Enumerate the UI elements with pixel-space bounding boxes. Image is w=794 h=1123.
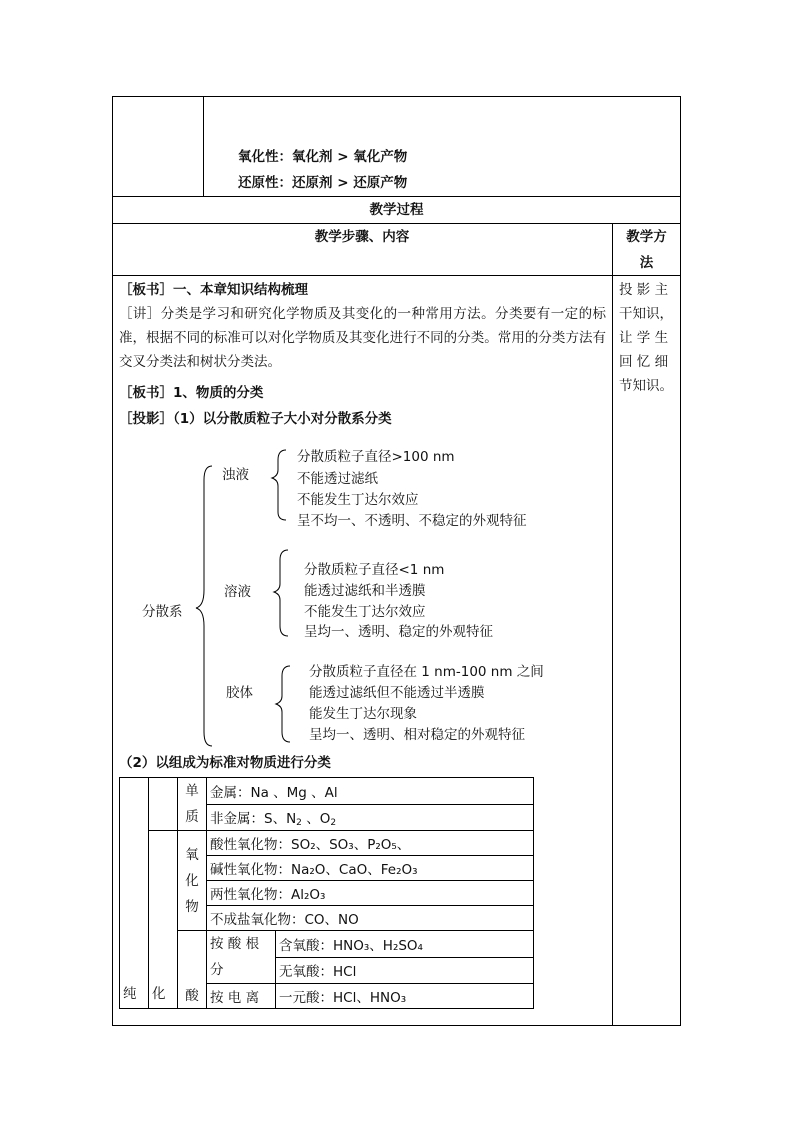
group-item: 能发生丁达尔现象 <box>309 706 417 722</box>
method-text-5: 节知识。 <box>619 378 673 394</box>
element-label: 单 质 <box>178 778 207 831</box>
oxyacid-row: 含氧酸：HNO₃、H₂SO₄ <box>276 931 534 958</box>
steps-header: 教学步骤、内容 <box>314 229 410 245</box>
projection-heading-2: （2）以组成为标准对物质进行分类 <box>119 755 331 771</box>
basic-oxide-row: 碱性氧化物：Na₂O、CaO、Fe₂O₃ <box>207 856 534 881</box>
method-header-line2: 法 <box>639 255 654 271</box>
reducing-rule: 还原性：还原剂 > 还原产物 <box>238 175 408 191</box>
group-item: 能透过滤纸但不能透过半透膜 <box>309 685 485 701</box>
method-text-3: 让 学 生 <box>619 330 669 346</box>
outer-top-border <box>112 96 681 97</box>
method-text-1: 投 影 主 <box>619 282 669 298</box>
neutral-oxide-row: 不成盐氧化物：CO、NO <box>207 906 534 931</box>
group-item: 不能发生丁达尔效应 <box>304 604 426 620</box>
outer-right-border <box>680 96 681 1026</box>
acid-label: 酸 <box>178 931 207 1009</box>
method-text-2: 干知识， <box>619 306 673 322</box>
process-title: 教学过程 <box>369 202 424 218</box>
blank-cell <box>149 778 178 831</box>
metal-row: 金属：Na 、Mg 、Al <box>207 778 534 805</box>
group-item: 呈均一、透明、稳定的外观特征 <box>304 624 493 640</box>
group-item: 能透过滤纸和半透膜 <box>304 583 426 599</box>
method-header-line1: 教学方 <box>626 229 667 245</box>
group-item: 不能透过滤纸 <box>297 471 378 487</box>
group-name-colloid: 胶体 <box>226 685 253 701</box>
oxidizing-rule: 氧化性：氧化剂 > 氧化产物 <box>238 149 408 165</box>
row-divider-1 <box>112 196 681 197</box>
nonmetal-row: 非金属：S、$N_2$ 、$O_2$ <box>207 804 534 831</box>
amphoteric-oxide-row: 两性氧化物：Al₂O₃ <box>207 881 534 906</box>
monoacid-row: 一元酸：HCl、HNO₃ <box>276 984 534 1009</box>
group-item: 分散质粒子直径<1 nm <box>304 562 445 578</box>
group-item: 呈均一、透明、相对稳定的外观特征 <box>309 727 525 743</box>
group-name-suspension: 浊液 <box>222 467 249 483</box>
method-column-divider <box>612 223 613 1026</box>
by-acid-root-label: 按 酸 根 分 <box>207 931 276 984</box>
projection-heading-1: ［投影］（1）以分散质粒子大小对分散系分类 <box>119 411 392 427</box>
oxide-label: 氧 化 物 <box>178 831 207 931</box>
method-text-4: 回 忆 细 <box>619 354 669 370</box>
compound-cell: 化 <box>149 831 178 1009</box>
group-item: 不能发生丁达尔效应 <box>297 492 419 508</box>
board-heading-2: ［板书］1、物质的分类 <box>119 385 264 401</box>
group-name-solution: 溶液 <box>224 584 251 600</box>
dispersion-root: 分散系 <box>142 604 183 620</box>
group-item: 呈不均一、不透明、不稳定的外观特征 <box>297 513 527 529</box>
by-ionization-label: 按 电 离 <box>207 984 276 1009</box>
hydracid-row: 无氧酸：HCl <box>276 957 534 984</box>
lecture-paragraph: ［讲］分类是学习和研究化学物质及其变化的一种常用方法。分类要有一定的标准，根据不同的标准可以对化学物质及其变化进行不同的分类。常用的分类方法有交叉分类法和树状分类法。 <box>119 306 606 370</box>
group-item: 分散质粒子直径>100 nm <box>297 449 455 465</box>
row-divider-3 <box>112 275 681 276</box>
outer-bottom-border <box>112 1025 681 1026</box>
group-item: 分散质粒子直径在 1 nm-100 nm 之间 <box>309 664 544 680</box>
pure-cell: 纯 <box>120 778 149 1009</box>
top-cell-divider <box>203 96 204 196</box>
row-divider-2 <box>112 223 681 224</box>
classification-table <box>119 777 534 1009</box>
acidic-oxide-row: 酸性氧化物：SO₂、SO₃、P₂O₅、 <box>207 831 534 856</box>
board-heading-1: ［板书］一、本章知识结构梳理 <box>119 282 308 298</box>
